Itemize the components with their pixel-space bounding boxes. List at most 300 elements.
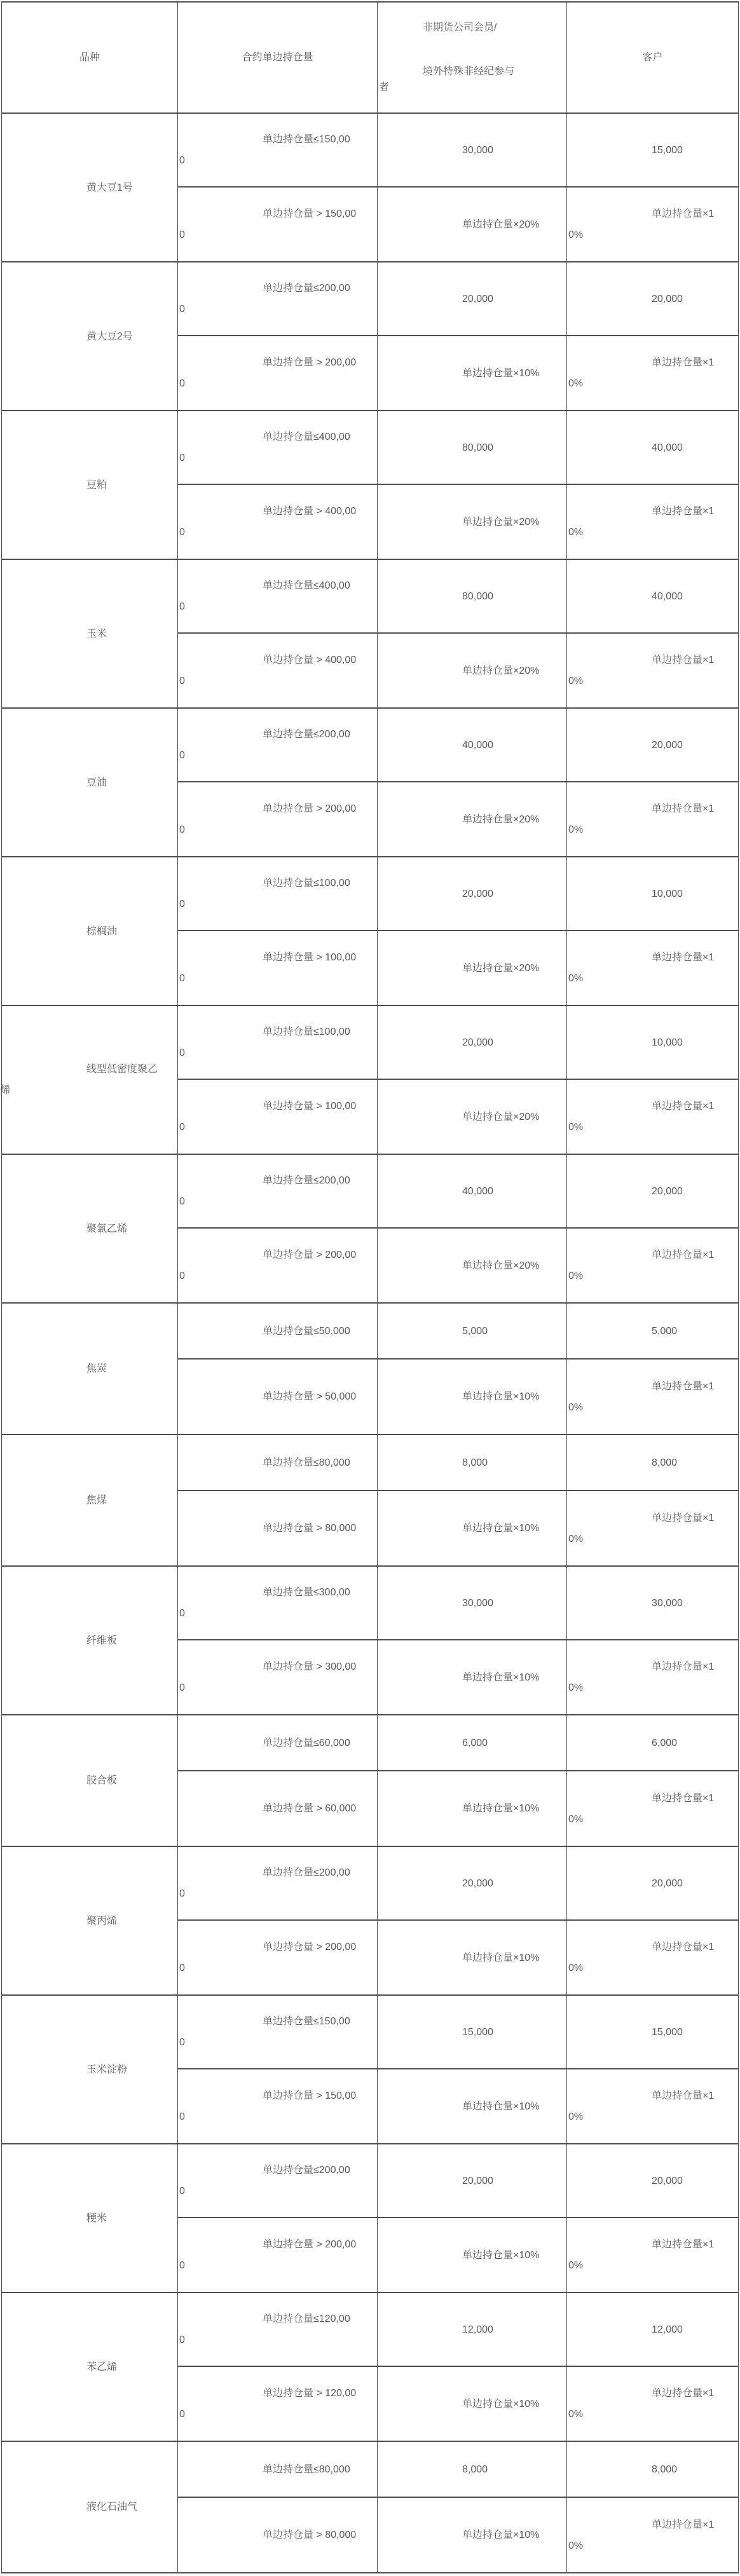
threshold-cell xyxy=(177,2293,377,2367)
cell-value: 5,000 xyxy=(462,1325,488,1337)
cell-text: 单边持仓量 > 200,00 xyxy=(263,803,357,814)
cell-value: 30,000 xyxy=(462,1597,493,1609)
cell-text: 单边持仓量 > 120,00 xyxy=(263,2388,357,2399)
product-name-cell xyxy=(2,1155,177,1302)
cell-text: 粳米 xyxy=(86,2212,107,2224)
cell-value: 单边持仓量×10% xyxy=(462,1672,540,1683)
cell-text-wrapped: 0% xyxy=(568,527,584,538)
product-name-cell xyxy=(2,1847,177,1994)
cell-text: 单边持仓量×1 xyxy=(652,1101,715,1112)
threshold-cell xyxy=(177,1006,377,1080)
cell-text: 单边持仓量≤400,00 xyxy=(263,432,350,442)
member-limit-cell xyxy=(377,782,566,856)
cell-text-wrapped: 0% xyxy=(568,2540,584,2551)
cell-value: 12,000 xyxy=(462,2324,493,2335)
product-block xyxy=(2,1567,738,1715)
threshold-cell xyxy=(177,1229,377,1302)
member-limit-cell xyxy=(377,2069,566,2143)
cell-value: 8,000 xyxy=(652,1457,678,1468)
member-limit-cell xyxy=(377,2293,566,2367)
product-name-cell xyxy=(2,1435,177,1565)
customer-limit-cell xyxy=(566,187,738,261)
threshold-cell xyxy=(177,1847,377,1921)
cell-text: 单边持仓量 > 300,00 xyxy=(263,1661,357,1672)
cell-value: 单边持仓量×10% xyxy=(462,1803,540,1814)
cell-value: 20,000 xyxy=(462,2175,493,2186)
cell-text-wrapped: 0% xyxy=(568,2260,584,2271)
cell-text: 单边持仓量×1 xyxy=(652,1792,715,1804)
cell-value: 40,000 xyxy=(462,1185,493,1197)
cell-text: 单边持仓量×1 xyxy=(652,506,715,517)
member-limit-cell xyxy=(377,560,566,634)
customer-limit-cell xyxy=(566,1640,738,1714)
cell-value: 20,000 xyxy=(652,739,683,751)
product-block xyxy=(2,1304,738,1435)
cell-text: 单边持仓量 > 100,00 xyxy=(263,952,357,963)
cell-text-wrapped: 0 xyxy=(179,1682,185,1693)
header-contract-position-label: 合约单边持仓量 xyxy=(242,52,313,63)
member-limit-cell xyxy=(377,1491,566,1565)
cell-text-wrapped: 0 xyxy=(179,2111,185,2122)
product-name-cell xyxy=(2,1567,177,1714)
cell-text-wrapped: 0% xyxy=(568,1682,584,1693)
customer-limit-cell xyxy=(566,857,738,931)
product-block xyxy=(2,114,738,262)
cell-text-wrapped: 0 xyxy=(179,304,185,315)
customer-limit-cell xyxy=(566,1567,738,1640)
cell-text: 单边持仓量≤100,00 xyxy=(263,1026,350,1037)
cell-text-wrapped: 0% xyxy=(568,973,584,984)
cell-value: 5,000 xyxy=(652,1325,678,1337)
cell-text: 单边持仓量×1 xyxy=(652,655,715,665)
threshold-cell xyxy=(177,1567,377,1640)
product-block xyxy=(2,1715,738,1847)
cell-text: 黄大豆1号 xyxy=(86,182,133,193)
threshold-cell xyxy=(177,857,377,931)
cell-text: 单边持仓量×1 xyxy=(652,1661,715,1672)
cell-text: 纤维板 xyxy=(86,1635,118,1646)
cell-text-wrapped: 0% xyxy=(568,1533,584,1544)
cell-value: 6,000 xyxy=(462,1737,488,1748)
cell-text-wrapped: 0% xyxy=(568,1813,584,1825)
cell-value: 20,000 xyxy=(652,2175,683,2186)
cell-text: 单边持仓量 > 400,00 xyxy=(263,655,357,665)
cell-text-wrapped: 0% xyxy=(568,676,584,686)
cell-value: 20,000 xyxy=(652,293,683,304)
member-limit-cell xyxy=(377,1715,566,1771)
customer-limit-cell xyxy=(566,2218,738,2292)
customer-limit-cell xyxy=(566,1155,738,1229)
cell-text: 单边持仓量×1 xyxy=(652,2090,715,2101)
threshold-cell xyxy=(177,2069,377,2143)
cell-text-wrapped: 0 xyxy=(179,2037,185,2048)
cell-value: 单边持仓量×20% xyxy=(462,1111,540,1122)
cell-text: 单边持仓量≤300,00 xyxy=(263,1587,350,1598)
customer-limit-cell xyxy=(566,2293,738,2367)
cell-text-wrapped: 0 xyxy=(179,1271,185,1281)
cell-text: 单边持仓量≤80,000 xyxy=(263,2464,350,2475)
customer-limit-cell xyxy=(566,1006,738,1080)
member-limit-cell xyxy=(377,114,566,187)
cell-text-wrapped: 0 xyxy=(179,1888,185,1899)
cell-text: 焦煤 xyxy=(86,1495,107,1506)
cell-text: 单边持仓量 > 100,00 xyxy=(263,1101,357,1112)
cell-value: 40,000 xyxy=(462,739,493,751)
cell-text: 单边持仓量≤50,000 xyxy=(263,1325,350,1337)
cell-text-wrapped: 0 xyxy=(179,1608,185,1619)
product-name-cell xyxy=(2,1006,177,1154)
threshold-cell xyxy=(177,1921,377,1994)
header-customer-label: 客户 xyxy=(642,52,663,63)
cell-value: 80,000 xyxy=(462,442,493,453)
cell-value: 8,000 xyxy=(652,2464,678,2475)
threshold-cell xyxy=(177,782,377,856)
cell-value: 单边持仓量×10% xyxy=(462,2398,540,2409)
cell-text: 单边持仓量 > 80,000 xyxy=(263,2530,357,2540)
member-limit-cell xyxy=(377,1360,566,1434)
cell-text: 单边持仓量≤200,00 xyxy=(263,283,350,294)
cell-text: 线型低密度聚乙 xyxy=(86,1064,158,1075)
cell-text: 单边持仓量 > 150,00 xyxy=(263,208,357,219)
cell-value: 20,000 xyxy=(462,1877,493,1889)
threshold-cell xyxy=(177,709,377,782)
member-limit-cell xyxy=(377,2144,566,2218)
product-name-cell xyxy=(2,857,177,1005)
customer-limit-cell xyxy=(566,931,738,1005)
threshold-cell xyxy=(177,1435,377,1491)
threshold-cell xyxy=(177,1491,377,1565)
cell-text-wrapped: 0% xyxy=(568,229,584,240)
header-variety-label: 品种 xyxy=(79,52,100,63)
cell-text: 单边持仓量×1 xyxy=(652,803,715,814)
cell-value: 单边持仓量×20% xyxy=(462,962,540,974)
cell-text-wrapped: 0 xyxy=(179,527,185,538)
customer-limit-cell xyxy=(566,2442,738,2498)
cell-value: 单边持仓量×10% xyxy=(462,1391,540,1402)
cell-value: 单边持仓量×20% xyxy=(462,814,540,825)
cell-value: 20,000 xyxy=(462,1037,493,1048)
cell-text-wrapped: 0% xyxy=(568,824,584,835)
cell-text: 单边持仓量≤120,00 xyxy=(263,2314,350,2324)
header-contract-position xyxy=(177,3,377,112)
cell-value: 单边持仓量×10% xyxy=(462,1523,540,1534)
cell-value: 单边持仓量×10% xyxy=(462,2530,540,2540)
member-limit-cell xyxy=(377,931,566,1005)
cell-value: 单边持仓量×20% xyxy=(462,516,540,528)
cell-text: 豆粕 xyxy=(86,479,107,491)
threshold-cell xyxy=(177,931,377,1005)
member-limit-cell xyxy=(377,187,566,261)
product-block xyxy=(2,2442,738,2572)
cell-text: 胶合板 xyxy=(86,1775,118,1786)
cell-text-wrapped: 0 xyxy=(179,2409,185,2420)
customer-limit-cell xyxy=(566,560,738,634)
cell-text: 黄大豆2号 xyxy=(86,331,133,342)
product-name-cell xyxy=(2,262,177,410)
cell-value: 40,000 xyxy=(652,590,683,602)
product-name-cell xyxy=(2,2293,177,2441)
product-name-cell xyxy=(2,2442,177,2572)
cell-value: 15,000 xyxy=(462,2026,493,2038)
threshold-cell xyxy=(177,2498,377,2572)
customer-limit-cell xyxy=(566,634,738,707)
cell-value: 6,000 xyxy=(652,1737,678,1748)
cell-text-wrapped: 0 xyxy=(179,229,185,240)
cell-text: 苯乙烯 xyxy=(86,2361,118,2373)
customer-limit-cell xyxy=(566,1435,738,1491)
threshold-cell xyxy=(177,1304,377,1360)
customer-limit-cell xyxy=(566,1491,738,1565)
threshold-cell xyxy=(177,262,377,336)
threshold-cell xyxy=(177,560,377,634)
cell-text: 聚丙烯 xyxy=(86,1915,118,1926)
cell-text: 单边持仓量 > 400,00 xyxy=(263,506,357,517)
member-limit-cell xyxy=(377,1080,566,1154)
header-member-line1: 非期货公司会员/ xyxy=(423,22,497,33)
threshold-cell xyxy=(177,1640,377,1714)
member-limit-cell xyxy=(377,634,566,707)
product-block xyxy=(2,2144,738,2293)
product-block xyxy=(2,411,738,560)
cell-text-wrapped: 0 xyxy=(179,676,185,686)
customer-limit-cell xyxy=(566,1715,738,1771)
cell-text-wrapped: 0 xyxy=(179,750,185,761)
threshold-cell xyxy=(177,411,377,485)
member-limit-cell xyxy=(377,2367,566,2441)
cell-text: 单边持仓量 > 60,000 xyxy=(263,1803,357,1814)
member-limit-cell xyxy=(377,1921,566,1994)
cell-text: 液化石油气 xyxy=(86,2502,138,2512)
cell-text-wrapped: 0 xyxy=(179,2334,185,2345)
cell-text-wrapped: 0% xyxy=(568,2409,584,2420)
threshold-cell xyxy=(177,1360,377,1434)
member-limit-cell xyxy=(377,1435,566,1491)
threshold-cell xyxy=(177,1996,377,2069)
header-customer xyxy=(566,3,738,112)
member-limit-cell xyxy=(377,1229,566,1302)
product-name-cell xyxy=(2,1715,177,1846)
product-block xyxy=(2,857,738,1006)
cell-text: 单边持仓量×1 xyxy=(652,2239,715,2250)
cell-text-wrapped: 0 xyxy=(179,2186,185,2197)
cell-text: 单边持仓量 > 150,00 xyxy=(263,2090,357,2101)
cell-text: 单边持仓量 > 200,00 xyxy=(263,1250,357,1260)
customer-limit-cell xyxy=(566,1921,738,1994)
member-limit-cell xyxy=(377,262,566,336)
customer-limit-cell xyxy=(566,411,738,485)
cell-text-wrapped: 0 xyxy=(179,155,185,166)
cell-text-wrapped: 0% xyxy=(568,1122,584,1133)
cell-text-wrapped: 0 xyxy=(179,1196,185,1207)
member-limit-cell xyxy=(377,2442,566,2498)
threshold-cell xyxy=(177,1715,377,1771)
product-name-cell xyxy=(2,560,177,707)
table-body xyxy=(2,114,738,2572)
threshold-cell xyxy=(177,2144,377,2218)
cell-value: 20,000 xyxy=(462,888,493,899)
customer-limit-cell xyxy=(566,1847,738,1921)
product-block xyxy=(2,709,738,857)
customer-limit-cell xyxy=(566,1304,738,1360)
cell-text: 单边持仓量 > 50,000 xyxy=(263,1391,357,1402)
customer-limit-cell xyxy=(566,1996,738,2069)
member-limit-cell xyxy=(377,1155,566,1229)
cell-value: 单边持仓量×10% xyxy=(462,2101,540,2112)
product-name-cell xyxy=(2,709,177,856)
cell-value: 20,000 xyxy=(652,1185,683,1197)
cell-value: 单边持仓量×20% xyxy=(462,219,540,230)
cell-text: 单边持仓量≤60,000 xyxy=(263,1737,350,1748)
cell-text-wrapped: 0% xyxy=(568,1401,584,1413)
cell-value: 单边持仓量×10% xyxy=(462,367,540,379)
cell-value: 12,000 xyxy=(652,2324,683,2335)
cell-text-wrapped: 0 xyxy=(179,378,185,389)
cell-text: 单边持仓量≤200,00 xyxy=(263,1867,350,1878)
cell-text-wrapped: 0% xyxy=(568,378,584,389)
customer-limit-cell xyxy=(566,2069,738,2143)
cell-value: 30,000 xyxy=(652,1597,683,1609)
product-block xyxy=(2,2293,738,2442)
product-block xyxy=(2,1435,738,1567)
product-name-cell xyxy=(2,411,177,559)
cell-text-wrapped: 烯 xyxy=(0,1085,11,1096)
threshold-cell xyxy=(177,634,377,707)
cell-text: 玉米淀粉 xyxy=(86,2064,128,2075)
threshold-cell xyxy=(177,187,377,261)
member-limit-cell xyxy=(377,1996,566,2069)
customer-limit-cell xyxy=(566,782,738,856)
cell-text: 单边持仓量≤80,000 xyxy=(263,1457,350,1468)
cell-text: 玉米 xyxy=(86,628,107,639)
cell-text-wrapped: 0 xyxy=(179,973,185,984)
member-limit-cell xyxy=(377,336,566,410)
position-limit-table xyxy=(1,1,739,2573)
cell-text-wrapped: 0 xyxy=(179,2260,185,2271)
customer-limit-cell xyxy=(566,709,738,782)
cell-text: 单边持仓量≤100,00 xyxy=(263,878,350,889)
cell-value: 10,000 xyxy=(652,888,683,899)
cell-text: 单边持仓量×1 xyxy=(652,952,715,963)
cell-text-wrapped: 0 xyxy=(179,1122,185,1133)
member-limit-cell xyxy=(377,709,566,782)
cell-text-wrapped: 0 xyxy=(179,899,185,910)
cell-value: 80,000 xyxy=(462,590,493,602)
cell-value: 单边持仓量×20% xyxy=(462,1260,540,1271)
product-block xyxy=(2,262,738,411)
product-block xyxy=(2,1996,738,2144)
product-block xyxy=(2,1847,738,1996)
member-limit-cell xyxy=(377,1567,566,1640)
cell-text: 焦炭 xyxy=(86,1363,107,1374)
cell-text: 单边持仓量≤200,00 xyxy=(263,1175,350,1186)
cell-text: 单边持仓量×1 xyxy=(652,1512,715,1523)
cell-text: 单边持仓量×1 xyxy=(652,1380,715,1392)
customer-limit-cell xyxy=(566,1360,738,1434)
member-limit-cell xyxy=(377,857,566,931)
product-name-cell xyxy=(2,1304,177,1434)
customer-limit-cell xyxy=(566,262,738,336)
cell-text-wrapped: 0 xyxy=(179,824,185,835)
customer-limit-cell xyxy=(566,1229,738,1302)
customer-limit-cell xyxy=(566,336,738,410)
customer-limit-cell xyxy=(566,1080,738,1154)
member-limit-cell xyxy=(377,1006,566,1080)
threshold-cell xyxy=(177,1771,377,1846)
header-variety xyxy=(2,3,177,112)
cell-text: 单边持仓量≤150,00 xyxy=(263,134,350,145)
threshold-cell xyxy=(177,114,377,187)
member-limit-cell xyxy=(377,485,566,559)
member-limit-cell xyxy=(377,2218,566,2292)
product-block xyxy=(2,560,738,709)
member-limit-cell xyxy=(377,2498,566,2572)
member-limit-cell xyxy=(377,1640,566,1714)
member-limit-cell xyxy=(377,1304,566,1360)
cell-text: 单边持仓量 > 80,000 xyxy=(263,1523,357,1534)
cell-value: 单边持仓量×20% xyxy=(462,665,540,676)
member-limit-cell xyxy=(377,411,566,485)
cell-value: 15,000 xyxy=(652,2026,683,2038)
cell-text: 单边持仓量≤200,00 xyxy=(263,2165,350,2176)
cell-text: 豆油 xyxy=(86,777,107,788)
product-name-cell xyxy=(2,1996,177,2143)
cell-text: 单边持仓量×1 xyxy=(652,357,715,368)
threshold-cell xyxy=(177,485,377,559)
cell-text: 单边持仓量≤200,00 xyxy=(263,729,350,740)
threshold-cell xyxy=(177,1155,377,1229)
customer-limit-cell xyxy=(566,114,738,187)
cell-text-wrapped: 0 xyxy=(179,453,185,463)
header-member-line2: 境外特殊非经纪参与 xyxy=(423,66,515,77)
threshold-cell xyxy=(177,336,377,410)
cell-text-wrapped: 0 xyxy=(179,1047,185,1058)
cell-value: 15,000 xyxy=(652,144,683,156)
customer-limit-cell xyxy=(566,1771,738,1846)
threshold-cell xyxy=(177,2442,377,2498)
cell-value: 8,000 xyxy=(462,1457,488,1468)
customer-limit-cell xyxy=(566,485,738,559)
product-block xyxy=(2,1155,738,1304)
table-header-row xyxy=(2,3,738,114)
product-block xyxy=(2,1006,738,1155)
cell-text: 单边持仓量×1 xyxy=(652,2388,715,2399)
customer-limit-cell xyxy=(566,2367,738,2441)
product-name-cell xyxy=(2,2144,177,2292)
cell-text: 单边持仓量×1 xyxy=(652,1942,715,1952)
cell-value: 8,000 xyxy=(462,2464,488,2475)
threshold-cell xyxy=(177,1080,377,1154)
cell-value: 40,000 xyxy=(652,442,683,453)
cell-text-wrapped: 0% xyxy=(568,1271,584,1281)
customer-limit-cell xyxy=(566,2498,738,2572)
cell-text: 聚氯乙烯 xyxy=(86,1223,128,1234)
cell-value: 10,000 xyxy=(652,1037,683,1048)
header-member-line3: 者 xyxy=(379,82,390,93)
cell-text: 单边持仓量 > 200,00 xyxy=(263,357,357,368)
cell-text-wrapped: 0 xyxy=(179,601,185,612)
customer-limit-cell xyxy=(566,2144,738,2218)
threshold-cell xyxy=(177,2367,377,2441)
member-limit-cell xyxy=(377,1771,566,1846)
cell-text: 单边持仓量 > 200,00 xyxy=(263,1942,357,1952)
member-limit-cell xyxy=(377,1847,566,1921)
cell-text: 单边持仓量≤400,00 xyxy=(263,580,350,591)
cell-value: 20,000 xyxy=(462,293,493,304)
cell-text-wrapped: 0% xyxy=(568,2111,584,2122)
cell-text: 单边持仓量×1 xyxy=(652,1250,715,1260)
cell-text-wrapped: 0 xyxy=(179,1963,185,1973)
cell-text: 单边持仓量 > 200,00 xyxy=(263,2239,357,2250)
